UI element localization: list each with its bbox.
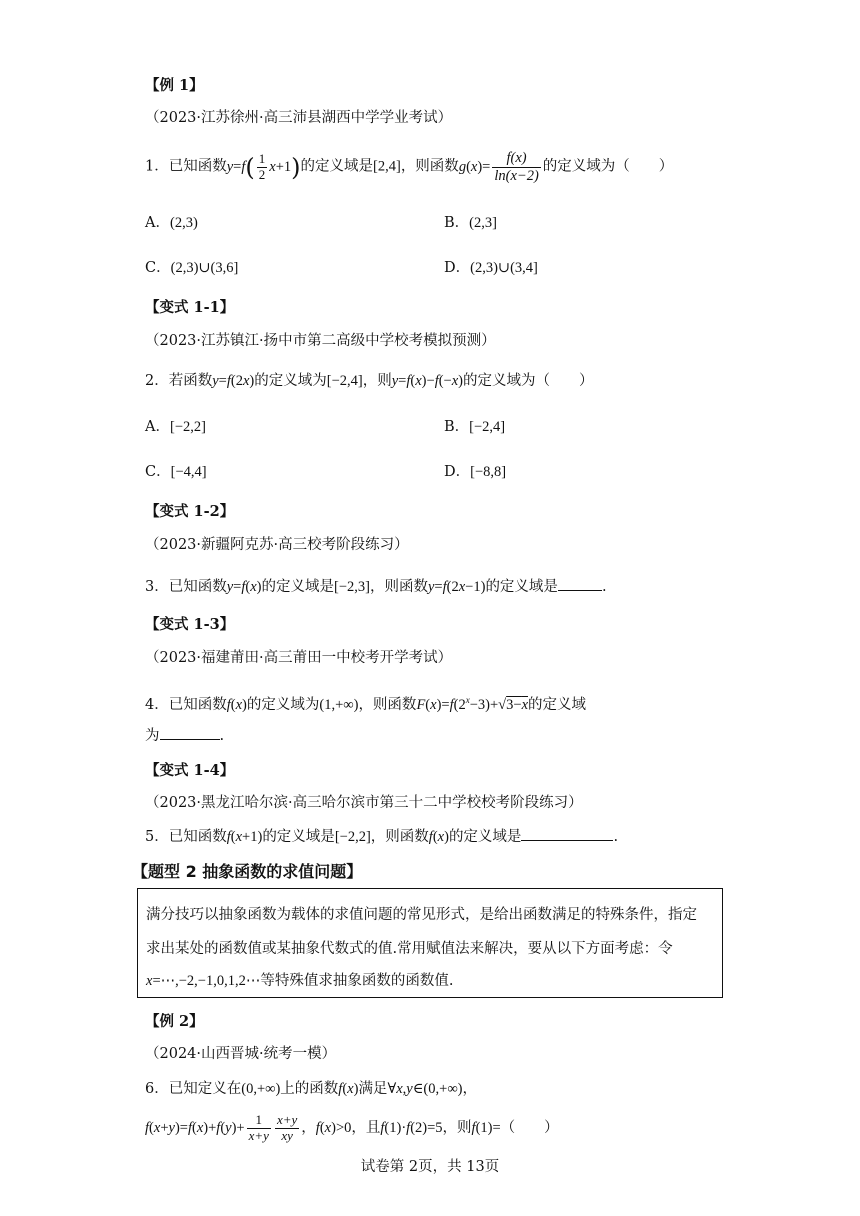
formula: f(1)·f(2)=5	[380, 1119, 443, 1136]
formula: y=f(2x)	[212, 373, 255, 389]
variant-1-1-source: （2023·江苏镇江·扬中市第二高级中学校考模拟预测）	[145, 333, 496, 349]
page-footer: 试卷第 2页，共 13页	[360, 1159, 500, 1175]
variant-1-3-tag: 【变式 1-3】	[145, 616, 235, 633]
answer-blank	[160, 725, 220, 740]
formula: y=f( $\frac{1}{2}$ x+1)	[226, 150, 301, 182]
question-3-stem: 3．已知函数y=f(x)的定义域是[−2,3]，则函数y=f(2x−1)的定义域是 .	[145, 576, 607, 598]
tips-line: 满分技巧以抽象函数为载体的求值问题的常见形式，是给出函数满足的特殊条件，指定	[146, 907, 697, 923]
example-2-source: （2024·山西晋城·统考一模）	[145, 1046, 337, 1062]
question-4-stem: 4．已知函数f(x)的定义域为(1,+∞)，则函数$F(x)=f(2^x-3)+√3-x$的定义域	[145, 695, 586, 713]
option-c: C．[−4,4]	[145, 464, 207, 480]
variant-1-4-source: （2023·黑龙江哈尔滨·高三哈尔滨市第三十二中学校校考阶段练习）	[145, 795, 583, 811]
formula: ∀x,y∈(0,+∞)	[387, 1081, 463, 1097]
question-6-stem: 6．已知定义在(0,+∞)上的函数f(x)满足∀x,y∈(0,+∞)，	[145, 1081, 477, 1097]
variant-1-4-tag: 【变式 1-4】	[145, 762, 235, 779]
formula: f(1)=	[471, 1119, 501, 1136]
tips-line: 求出某处的函数值或某抽象代数式的值.常用赋值法来解决，要从以下方面考虑：令	[146, 941, 673, 957]
formula: f(x)	[428, 829, 449, 845]
formula: [−2,3]	[334, 579, 370, 595]
option-a: A．[−2,2]	[145, 419, 206, 435]
variant-1-3-source: （2023·福建莆田·高三莆田一中校考开学考试）	[145, 650, 453, 666]
option-a: A．(2,3)	[145, 215, 198, 231]
formula: f(x)	[338, 1081, 359, 1097]
option-c: C．(2,3)∪(3,6]	[145, 260, 239, 276]
option-b: B．[−2,4]	[444, 419, 506, 435]
formula: [−2,2]	[334, 829, 371, 845]
formula: x=⋯,−2,−1,0,1,2⋯	[146, 973, 261, 989]
question-4-stem-cont: 为 .	[145, 725, 224, 747]
formula: y=f(x)	[226, 579, 262, 595]
section-heading: 【题型 2 抽象函数的求值问题】	[132, 862, 363, 881]
tips-line: x=⋯,−2,−1,0,1,2⋯等特殊值求抽象函数的函数值.	[146, 973, 454, 989]
answer-blank	[558, 576, 602, 591]
option-d: D．(2,3)∪(3,4]	[444, 260, 538, 276]
answer-blank	[521, 826, 613, 841]
variant-1-2-tag: 【变式 1-2】	[145, 503, 235, 520]
formula: $F(x)=f(2^x-3)+√3-x$	[416, 695, 528, 713]
variant-1-2-source: （2023·新疆阿克苏·高三校考阶段练习）	[145, 537, 409, 553]
question-1-stem: 1．已知函数y=f( $\frac{1}{2}$ x+1)的定义域是[2,4]，则函数g(x)= $\frac{f(x)}{\ln(x-2)}$ 的定义域为（ ）	[145, 150, 674, 184]
example-2-tag: 【例 2】	[145, 1013, 204, 1030]
option-d: D．[−8,8]	[444, 464, 507, 480]
formula: [−2,4]	[326, 373, 363, 389]
question-number: 1．	[145, 158, 169, 175]
example-1-tag: 【例 1】	[145, 77, 204, 94]
formula: y=f(x)−f(−x)	[391, 373, 464, 389]
question-2-stem: 2．若函数y=f(2x)的定义域为[−2,4]，则y=f(x)−f(−x)的定义域为（ ）	[145, 373, 594, 389]
formula: f(x)	[226, 696, 247, 713]
question-5-stem: 5．已知函数f(x+1)的定义域是[−2,2]，则函数f(x)的定义域是 .	[145, 826, 618, 848]
example-1-source: （2023·江苏徐州·高三沛县湖西中学学业考试）	[145, 110, 453, 126]
formula: g(x)= $\frac{f(x)}{\ln(x-2)}$	[458, 150, 539, 184]
formula: y=f(2x−1)	[427, 579, 486, 595]
formula: (1,+∞)	[319, 696, 359, 713]
option-b: B．(2,3]	[444, 215, 497, 231]
formula: f(x+1)	[226, 829, 263, 845]
variant-1-1-tag: 【变式 1-1】	[145, 299, 235, 316]
formula: [2,4]	[373, 158, 401, 175]
formula: f(x)>0	[315, 1119, 352, 1136]
question-6-equation: f(x+y)=f(x)+f(y)+ $\frac{1}{x+y}$ $\frac{x+y}{xy}$ ，f(x)>0，且f(1)·f(2)=5，则f(1)=（ ）	[145, 1112, 559, 1143]
formula: f(x+y)=f(x)+f(y)+ $\frac{1}{x+y}$ $\frac{x+y}{xy}$	[145, 1112, 298, 1143]
tips-box	[137, 888, 723, 998]
formula: (0,+∞)	[241, 1081, 281, 1097]
